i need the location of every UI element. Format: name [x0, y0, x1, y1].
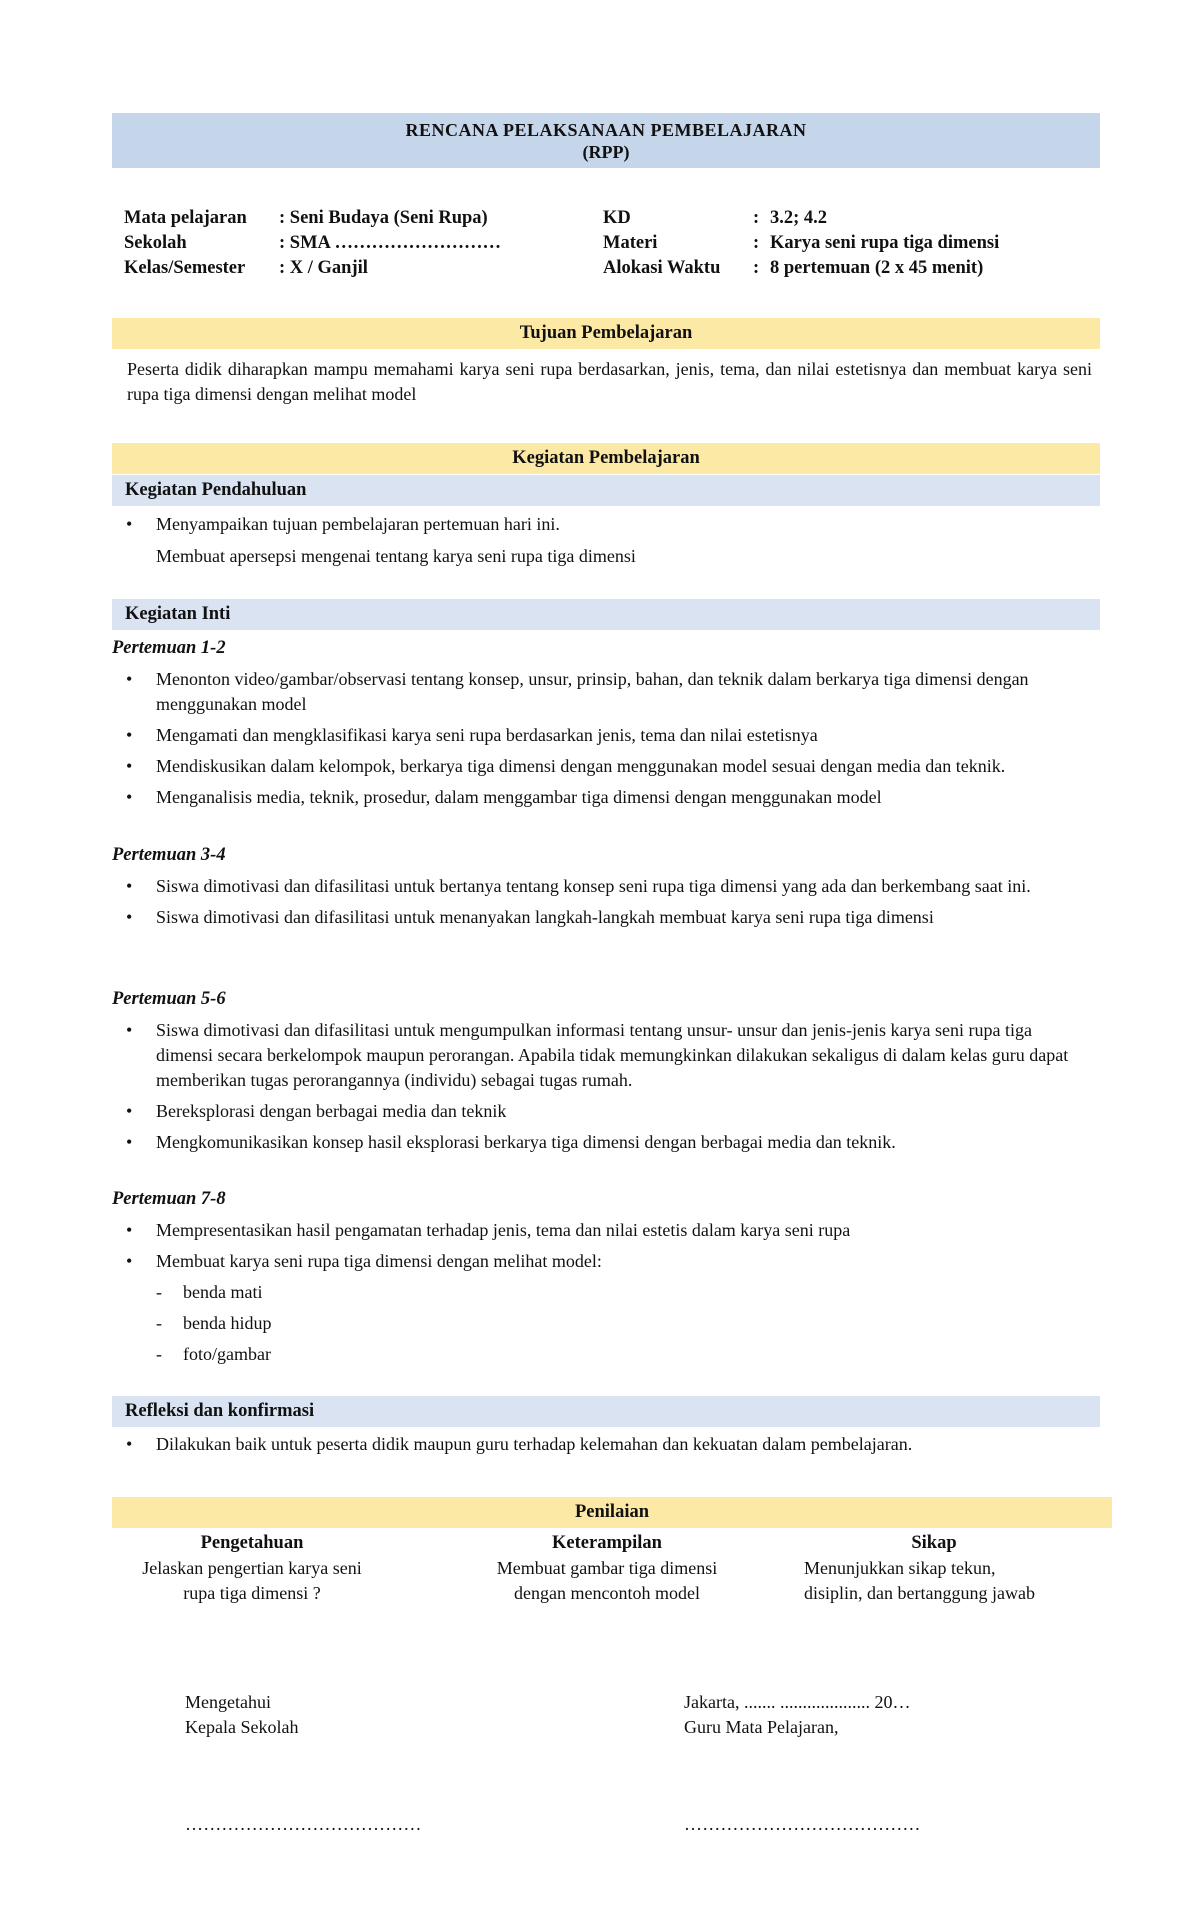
sikap-column: [784, 1531, 1084, 1606]
info-value: : SMA ………………………: [279, 233, 501, 253]
model-sublist: [156, 1280, 271, 1373]
pendahuluan-heading: Kegiatan Pendahuluan: [112, 475, 1100, 506]
column-heading: Sikap: [911, 1533, 957, 1553]
tujuan-text: Peserta didik diharapkan mampu memahami karya seni rupa berdasarkan, jenis, tema, dan nilai estetisnya dan membuat karya seni rupa tiga dimensi dengan melihat model: [127, 359, 1092, 404]
list-item: • Siswa dimotivasi dan difasilitasi untuk mengumpulkan informasi tentang unsur- unsur dan jenis-jenis karya seni rupa tiga dimensi secara berkelompok maupun perorangan. Apabila tidak memungkinkan dilakukan sekaligus di dalam kelas guru dapat memberikan tugas perorangannya (individu) sebagai tugas rumah.: [125, 1018, 1090, 1093]
inti-heading: Kegiatan Inti: [112, 599, 1100, 630]
list-item: • Membuat karya seni rupa tiga dimensi dengan melihat model:: [125, 1249, 1090, 1274]
signature-line-left: …………………………………: [185, 1814, 422, 1834]
info-label: Materi: [603, 233, 658, 253]
list-item: • Siswa dimotivasi dan difasilitasi untuk menanyakan langkah-langkah membuat karya seni rupa tiga dimensi: [125, 905, 1090, 930]
pertemuan-3-4-list: [125, 874, 1090, 936]
list-item: • Bereksplorasi dengan berbagai media dan teknik: [125, 1099, 1090, 1124]
info-row-kd: [603, 206, 999, 231]
column-text: Membuat gambar tiga dimensi: [496, 1558, 718, 1578]
info-value: 8 pertemuan (2 x 45 menit): [770, 258, 984, 278]
list-item: • Menganalisis media, teknik, prosedur, dalam menggambar tiga dimensi dengan menggunakan model: [125, 785, 1090, 810]
pertemuan-1-2-heading: Pertemuan 1-2: [112, 638, 226, 658]
info-colon: :: [753, 208, 760, 228]
list-item: • Mengkomunikasikan konsep hasil eksplorasi berkarya tiga dimensi dengan berbagai media dan teknik.: [125, 1130, 1090, 1155]
list-item: • Dilakukan baik untuk peserta didik maupun guru terhadap kelemahan dan kekuatan dalam pembelajaran.: [125, 1432, 1090, 1457]
info-label: Sekolah: [124, 233, 187, 253]
pertemuan-5-6-heading: Pertemuan 5-6: [112, 989, 226, 1009]
info-right: [603, 206, 999, 281]
info-row-materi: [603, 231, 999, 256]
info-value: Karya seni rupa tiga dimensi: [770, 233, 1000, 253]
info-left: [124, 206, 501, 281]
list-item: • Mendiskusikan dalam kelompok, berkarya tiga dimensi dengan menggunakan model sesuai dengan media dan teknik.: [125, 754, 1090, 779]
pertemuan-5-6-list: [125, 1018, 1090, 1161]
info-label: Alokasi Waktu: [603, 258, 721, 278]
list-item: - benda hidup: [156, 1311, 271, 1336]
list-item: - benda mati: [156, 1280, 271, 1305]
signature-date: Jakarta, ....... .................... 20…: [684, 1692, 911, 1712]
list-item: • Mengamati dan mengklasifikasi karya seni rupa berdasarkan jenis, tema dan nilai estetisnya: [125, 723, 1090, 748]
list-item: • Siswa dimotivasi dan difasilitasi untuk bertanya tentang konsep seni rupa tiga dimensi yang ada dan berkembang saat ini.: [125, 874, 1090, 899]
column-text: disiplin, dan bertanggung jawab: [804, 1583, 1035, 1603]
signature-role: Kepala Sekolah: [185, 1717, 299, 1737]
signature-role: Guru Mata Pelajaran,: [684, 1717, 839, 1737]
penilaian-heading: Penilaian: [112, 1497, 1112, 1528]
pengetahuan-column: [132, 1531, 372, 1606]
pendahuluan-line: Membuat apersepsi mengenai tentang karya seni rupa tiga dimensi: [156, 546, 636, 566]
info-colon: :: [753, 258, 760, 278]
column-text: dengan mencontoh model: [514, 1583, 700, 1603]
info-label: Mata pelajaran: [124, 208, 247, 228]
info-value: : Seni Budaya (Seni Rupa): [279, 208, 488, 228]
tujuan-heading: Tujuan Pembelajaran: [112, 318, 1100, 349]
pertemuan-7-8-list: [125, 1218, 1090, 1280]
signature-text: Mengetahui: [185, 1692, 271, 1712]
signature-right: [684, 1690, 910, 1740]
document-subtitle: (RPP): [582, 142, 630, 162]
info-label: KD: [603, 208, 631, 228]
list-item: • Menyampaikan tujuan pembelajaran pertemuan hari ini.: [125, 512, 1090, 537]
pertemuan-7-8-heading: Pertemuan 7-8: [112, 1189, 226, 1209]
info-row-class: [124, 256, 501, 281]
refleksi-list: [125, 1432, 1090, 1463]
info-row-subject: [124, 206, 501, 231]
pertemuan-1-2-list: [125, 667, 1090, 816]
column-text: Jelaskan pengertian karya seni: [142, 1558, 362, 1578]
info-value: : X / Ganjil: [279, 258, 368, 278]
info-colon: :: [753, 233, 760, 253]
pertemuan-3-4-heading: Pertemuan 3-4: [112, 845, 226, 865]
column-text: Menunjukkan sikap tekun,: [804, 1558, 996, 1578]
list-item: - foto/gambar: [156, 1342, 271, 1367]
column-text: rupa tiga dimensi ?: [183, 1583, 321, 1603]
signature-left: [185, 1690, 298, 1740]
pendahuluan-list: [125, 512, 1090, 543]
info-value: 3.2; 4.2: [770, 208, 828, 228]
signature-line-right: …………………………………: [684, 1814, 921, 1834]
column-heading: Pengetahuan: [200, 1533, 304, 1553]
document-title: RENCANA PELAKSANAAN PEMBELAJARAN: [405, 120, 807, 140]
refleksi-heading: Refleksi dan konfirmasi: [112, 1396, 1100, 1427]
kegiatan-heading: Kegiatan Pembelajaran: [112, 443, 1100, 474]
info-label: Kelas/Semester: [124, 258, 246, 278]
info-row-alokasi: [603, 256, 999, 281]
title-band: [112, 113, 1100, 168]
keterampilan-column: [467, 1531, 747, 1606]
list-item: • Mempresentasikan hasil pengamatan terhadap jenis, tema dan nilai estetis dalam karya seni rupa: [125, 1218, 1090, 1243]
column-heading: Keterampilan: [552, 1533, 662, 1553]
list-item: • Menonton video/gambar/observasi tentang konsep, unsur, prinsip, bahan, dan teknik dalam berkarya tiga dimensi dengan menggunakan model: [125, 667, 1090, 717]
penilaian-columns: [112, 1531, 1100, 1611]
info-row-school: [124, 231, 501, 256]
